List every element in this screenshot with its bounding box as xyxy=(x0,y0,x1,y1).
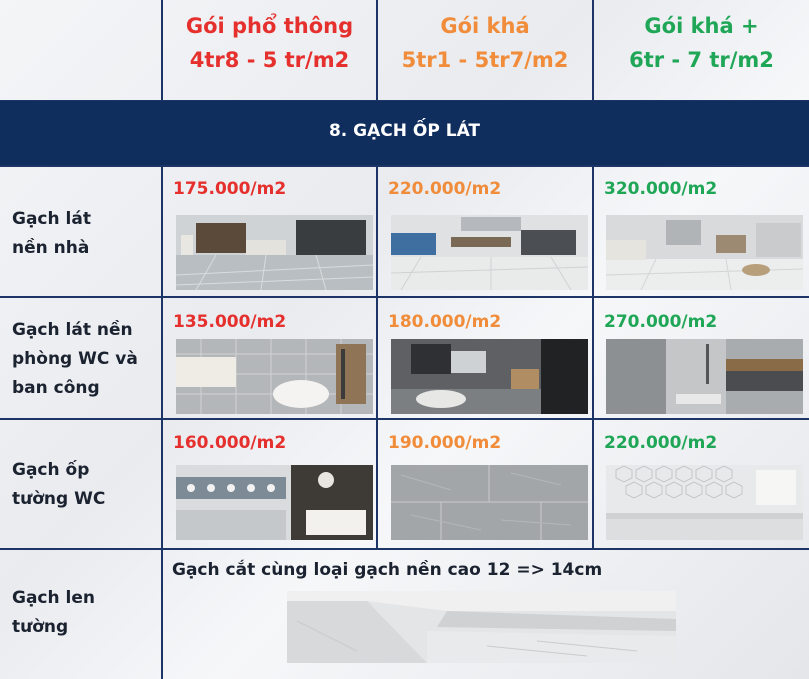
header-package-basic xyxy=(161,0,378,102)
hexagon-wall-tile-photo xyxy=(606,465,803,540)
package-name: Gói phổ thông xyxy=(185,14,354,38)
package-price: 4tr8 - 5 tr/m2 xyxy=(189,48,350,72)
row-label: Gạch lát nền phòng WC và ban công xyxy=(12,320,138,398)
price-value: 190.000/m2 xyxy=(388,433,502,453)
price-value: 320.000/m2 xyxy=(604,179,718,199)
price-value: 180.000/m2 xyxy=(388,312,502,332)
row-label-cell xyxy=(0,418,163,550)
section-title: 8. GẠCH ỐP LÁT xyxy=(328,121,481,141)
living-room-grey-tile-photo xyxy=(176,215,373,290)
skirting-tile-photo xyxy=(287,591,676,663)
price-value: 135.000/m2 xyxy=(173,312,287,332)
row-label: Gạch ốp tường WC xyxy=(12,460,106,509)
row-label-cell xyxy=(0,296,163,420)
price-value: 175.000/m2 xyxy=(173,179,287,199)
living-room-marble-tile-photo xyxy=(391,215,588,290)
package-price: 5tr1 - 5tr7/m2 xyxy=(401,48,569,72)
price-value: 160.000/m2 xyxy=(173,433,287,453)
package-name: Gói khá + xyxy=(644,14,759,38)
price-value: 270.000/m2 xyxy=(604,312,718,332)
price-value: 220.000/m2 xyxy=(604,433,718,453)
skirting-note: Gạch cắt cùng loại gạch nền cao 12 => 14cm xyxy=(172,560,603,580)
package-price: 6tr - 7 tr/m2 xyxy=(629,48,774,72)
living-room-light-marble-photo xyxy=(606,215,803,290)
row-label-cell xyxy=(0,548,163,679)
bathroom-dark-tile-photo xyxy=(391,339,588,414)
header-empty-cell xyxy=(0,0,163,102)
header-package-good xyxy=(376,0,594,102)
row-label: Gạch len tường xyxy=(12,588,95,637)
bathroom-grey-tile-photo xyxy=(176,339,373,414)
row-label-cell xyxy=(0,165,163,298)
section-banner xyxy=(0,101,809,167)
grey-stone-tile-photo xyxy=(391,465,588,540)
bathroom-grey-wall-photo xyxy=(606,339,803,414)
row-label: Gạch lát nền nhà xyxy=(12,209,91,258)
package-name: Gói khá xyxy=(440,14,530,38)
header-package-good-plus xyxy=(592,0,809,102)
price-value: 220.000/m2 xyxy=(388,179,502,199)
bathroom-wall-pattern-photo xyxy=(176,465,373,540)
